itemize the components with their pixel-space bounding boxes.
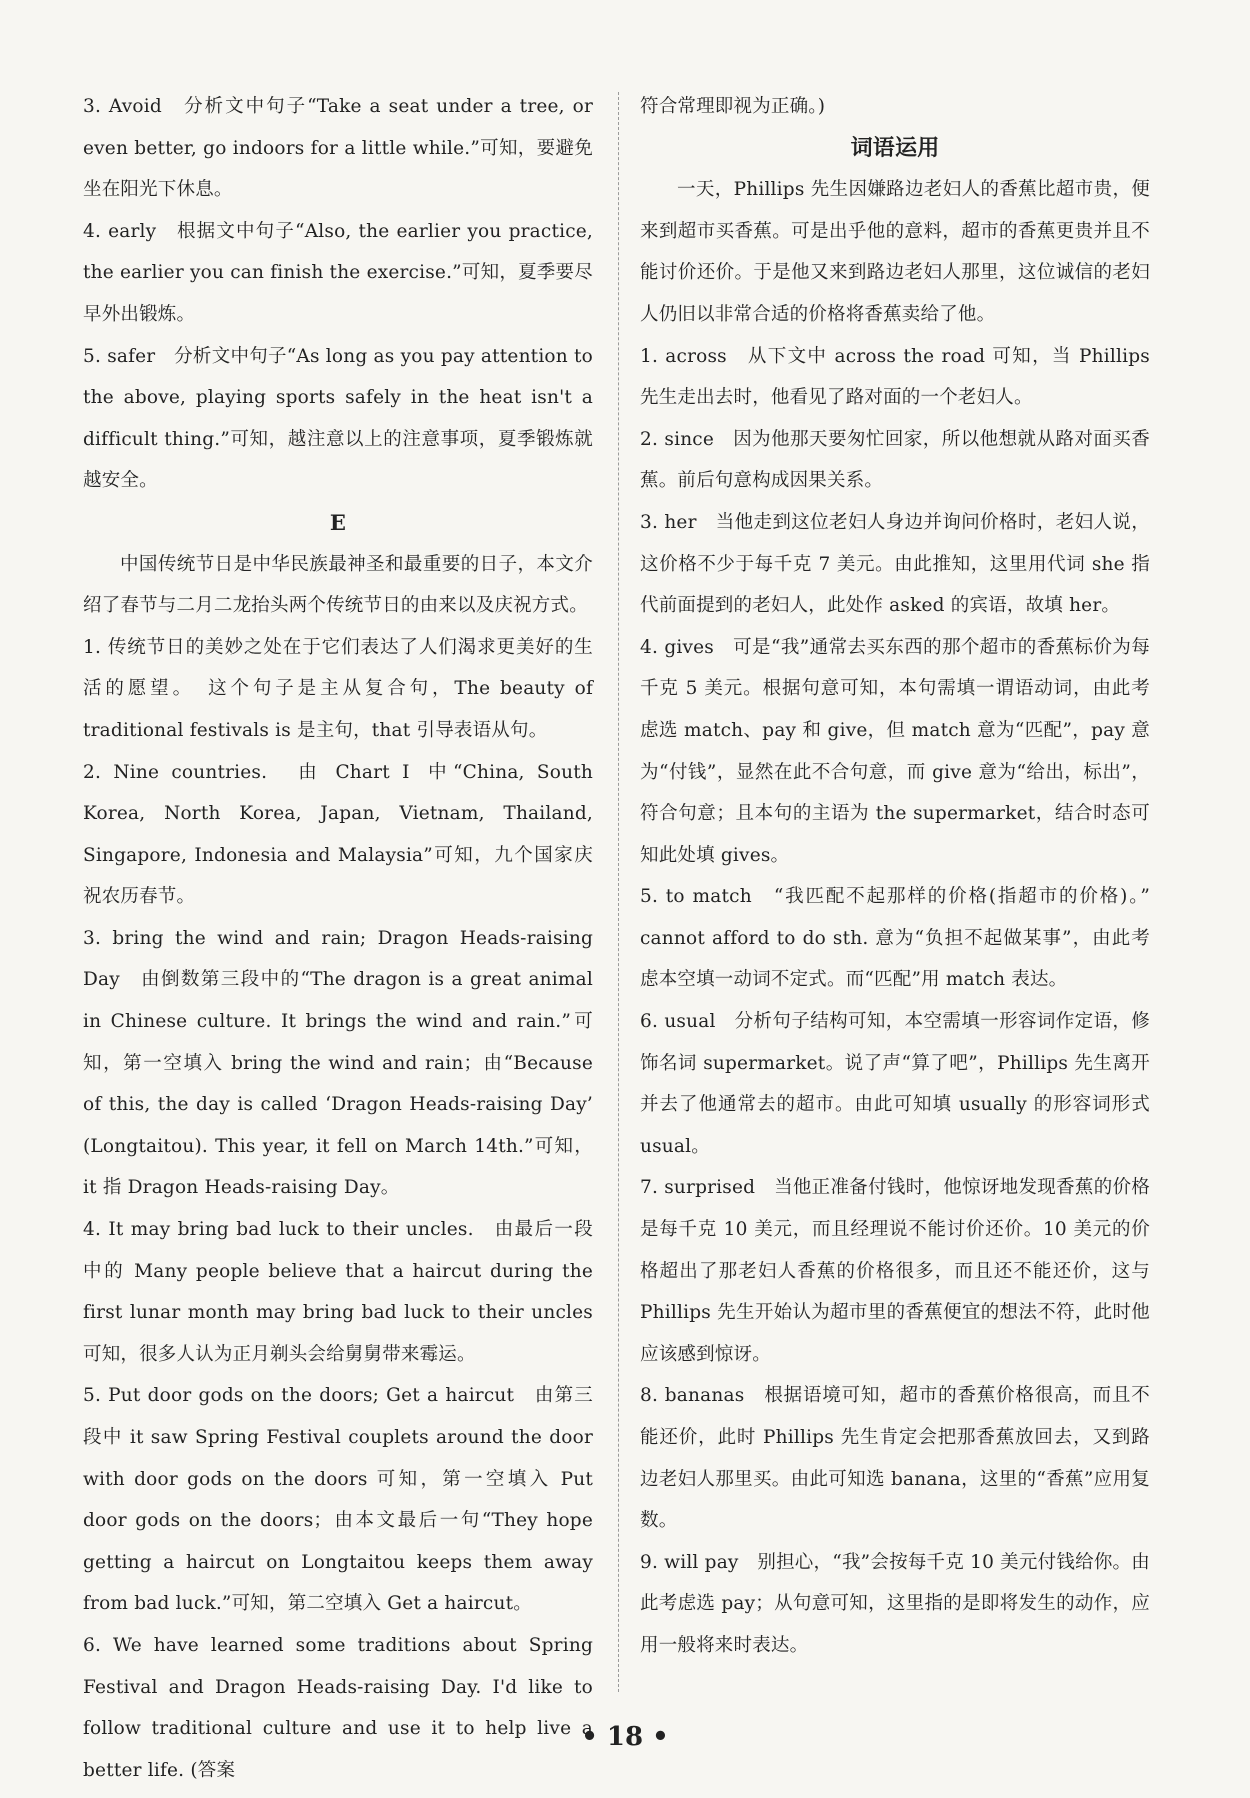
section-e-heading: E bbox=[329, 509, 347, 535]
vocab-answer-5: 5. to match “我匹配不起那样的价格(指超市的价格)。” cannot afford to do sth. 意为“负担不起做某事”，由此考虑本空填一动词不定式。而“匹配”用 match 表达。 bbox=[640, 886, 1150, 991]
answer-e6: 6. We have learned some traditions about Spring Festival and Dragon Heads-raising Day. I'd like to follow traditional culture and use it to help live a better life. (答案 bbox=[83, 1634, 593, 1781]
answer-e4: 4. It may bring bad luck to their uncles. 由最后一段中的 Many people believe that a haircut during the first lunar month may bring bad luck to their uncles 可知，很多人认为正月剃头会给舅舅带来霉运。 bbox=[83, 1219, 593, 1365]
vocab-answer-3: 3. her 当他走到这位老妇人身边并询问价格时，老妇人说，这价格不少于每千克 7 美元。由此推知，这里用代词 she 指代前面提到的老妇人，此处作 asked 的宾语，故填 her。 bbox=[640, 511, 1150, 617]
vocabulary-section-title: 词语运用 bbox=[850, 135, 940, 161]
answer-4-early: 4. early 根据文中句子“Also, the earlier you practice, the earlier you can finish the exercise.”可知，夏季要尽早外出锻炼。 bbox=[83, 220, 593, 325]
column-divider bbox=[618, 92, 619, 1692]
answer-e3: 3. bring the wind and rain; Dragon Heads-raising Day 由倒数第三段中的“The dragon is a great animal in Chinese culture. It brings the wind and rain.”可知，第一空填入 bring the wind and rain；由“Because of this, the day is called ‘Dragon Heads-raising Day’ (Longtaitou). This year, it fell on March 14th.”可知，it 指 Dragon Heads-raising Day。 bbox=[83, 927, 593, 1199]
vocab-answer-9: 9. will pay 别担心，“我”会按每千克 10 美元付钱给你。由此考虑选 pay；从句意可知，这里指的是即将发生的动作，应用一般将来时表达。 bbox=[640, 1551, 1150, 1656]
vocab-answer-2: 2. since 因为他那天要匆忙回家，所以他想就从路对面买香蕉。前后句意构成因果关系。 bbox=[640, 428, 1150, 492]
answer-e2: 2. Nine countries. 由 Chart Ⅰ 中“China, South Korea, North Korea, Japan, Vietnam, Thailand, Singapore, Indonesia and Malaysia”可知，九个国家庆祝农历春节。 bbox=[83, 761, 593, 908]
answer-3-avoid: 3. Avoid 分析文中句子“Take a seat under a tree, or even better, go indoors for a little while.”可知，要避免坐在阳光下休息。 bbox=[83, 96, 593, 201]
page-number: • 18 • bbox=[581, 1722, 669, 1752]
vocab-answer-7: 7. surprised 当他正准备付钱时，他惊讶地发现香蕉的价格是每千克 10 美元，而且经理说不能讨价还价。10 美元的价格超出了那老妇人香蕉的价格很多，而且还不能还价，这与 Phillips 先生开始认为超市里的香蕉便宜的想法不符，此时他应该感到惊讶。 bbox=[640, 1177, 1150, 1365]
answer-e5: 5. Put door gods on the doors; Get a haircut 由第三段中 it saw Spring Festival couplets around the door with door gods on the doors 可知，第一空填入 Put door gods on the doors；由本文最后一句“They hope getting a haircut on Longtaitou keeps them away from bad luck.”可知，第二空填入 Get a haircut。 bbox=[83, 1385, 593, 1615]
section-e-summary: 中国传统节日是中华民族最神圣和最重要的日子，本文介绍了春节与二月二龙抬头两个传统节日的由来以及庆祝方式。 bbox=[83, 553, 593, 617]
vocabulary-summary: 一天，Phillips 先生因嫌路边老妇人的香蕉比超市贵，便来到超市买香蕉。可是出乎他的意料，超市的香蕉更贵并且不能讨价还价。于是他又来到路边老妇人那里，这位诚信的老妇人仍旧以非常合适的价格将香蕉卖给了他。 bbox=[640, 179, 1150, 325]
answer-e6-continued: 符合常理即视为正确。) bbox=[640, 96, 826, 117]
vocab-answer-4: 4. gives 可是“我”通常去买东西的那个超市的香蕉标价为每千克 5 美元。根据句意可知，本句需填一谓语动词，由此考虑选 match、pay 和 give，但 match 意为“匹配”，pay 意为“付钱”，显然在此不合句意，而 give 意为“给出，标出”，符合句意；且本句的主语为 the supermarket，结合时态可知此处填 gives。 bbox=[640, 636, 1150, 866]
left-column bbox=[83, 86, 593, 1791]
vocab-answer-1: 1. across 从下文中 across the road 可知，当 Phillips 先生走出去时，他看见了路对面的一个老妇人。 bbox=[640, 345, 1150, 409]
answer-e1: 1. 传统节日的美妙之处在于它们表达了人们渴求更美好的生活的愿望。 这个句子是主从复合句，The beauty of traditional festivals is 是主句，that 引导表语从句。 bbox=[83, 636, 593, 741]
right-column bbox=[640, 86, 1150, 1667]
vocab-answer-8: 8. bananas 根据语境可知，超市的香蕉价格很高，而且不能还价，此时 Phillips 先生肯定会把那香蕉放回去，又到路边老妇人那里买。由此可知选 banana，这里的“香蕉”应用复数。 bbox=[640, 1385, 1150, 1532]
vocab-answer-6: 6. usual 分析句子结构可知，本空需填一形容词作定语，修饰名词 supermarket。说了声“算了吧”，Phillips 先生离开并去了他通常去的超市。由此可知填 usually 的形容词形式 usual。 bbox=[640, 1011, 1150, 1157]
answer-5-safer: 5. safer 分析文中句子“As long as you pay attention to the above, playing sports safely in the heat isn't a difficult thing.”可知，越注意以上的注意事项，夏季锻炼就越安全。 bbox=[83, 345, 593, 492]
